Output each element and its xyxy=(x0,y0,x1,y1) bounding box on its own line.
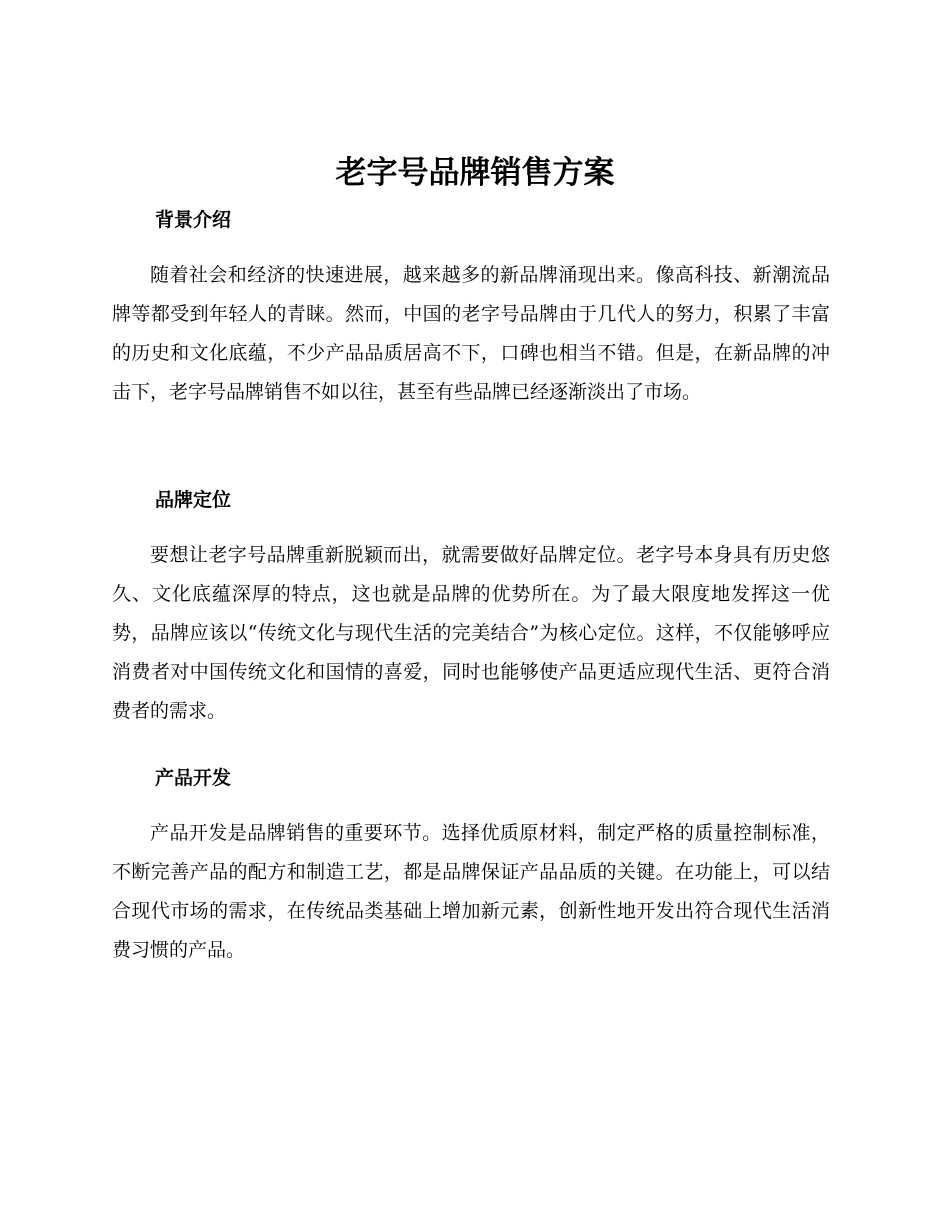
document-title: 老字号品牌销售方案 xyxy=(335,155,615,191)
section-body-background: 随着社会和经济的快速进展，越来越多的新品牌涌现出来。像高科技、新潮流品牌等都受到年轻人的青睐。然而，中国的老字号品牌由于几代人的努力，积累了丰富的历史和文化底蕴，不少产品品质居高不下，口碑也相当不错。但是，在新品牌的冲击下，老字号品牌销售不如以往，甚至有些品牌已经逐渐淡出了市场。 xyxy=(112,264,830,403)
section-body-positioning: 要想让老字号品牌重新脱颖而出，就需要做好品牌定位。老字号本身具有历史悠久、文化底蕴深厚的特点，这也就是品牌的优势所在。为了最大限度地发挥这一优势，品牌应该以“传统文化与现代生活的完美结合”为核心定位。这样，不仅能够呼应消费者对中国传统文化和国情的喜爱，同时也能够使产品更适应现代生活、更符合消费者的需求。 xyxy=(112,544,830,722)
section-heading-product-development: 产品开发 xyxy=(155,767,232,789)
section-heading-positioning: 品牌定位 xyxy=(155,489,232,511)
section-heading-background: 背景介绍 xyxy=(155,209,232,231)
section-body-product-development: 产品开发是品牌销售的重要环节。选择优质原材料，制定严格的质量控制标准，不断完善产品的配方和制造工艺，都是品牌保证产品品质的关键。在功能上，可以结合现代市场的需求，在传统品类基础上增加新元素，创新性地开发出符合现代生活消费习惯的产品。 xyxy=(112,822,830,961)
